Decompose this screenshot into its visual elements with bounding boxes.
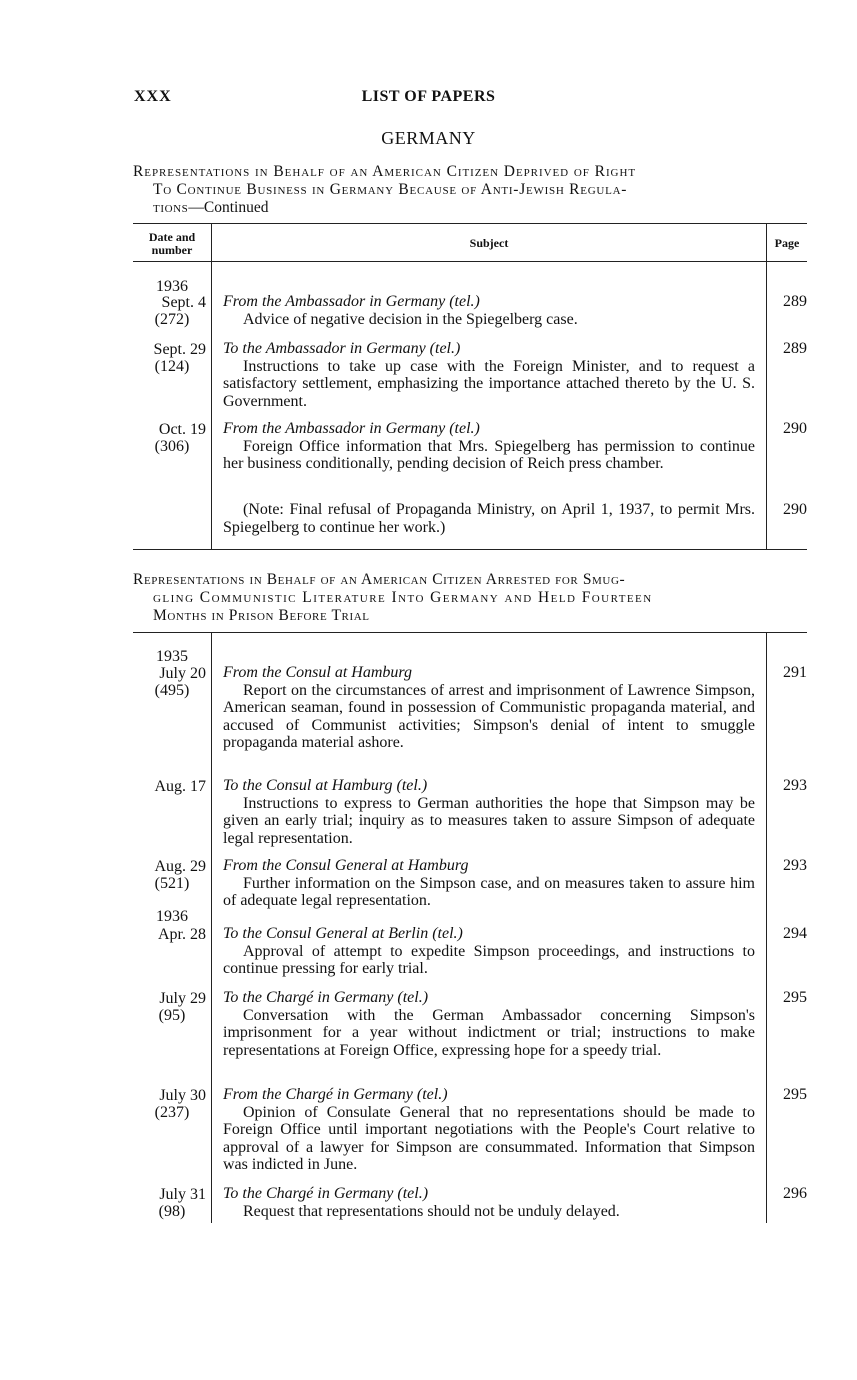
entry-date: Sept. 4 (161, 294, 206, 311)
list-item (223, 340, 755, 410)
section2-heading (133, 571, 807, 625)
entry-title: From the Ambassador in Germany (tel.) (223, 420, 480, 437)
entry-number: (272) (154, 311, 190, 328)
list-item (223, 664, 755, 752)
entry-number: (306) (154, 438, 190, 455)
entry-date: July 31 (159, 1186, 206, 1203)
list-item (223, 777, 755, 847)
entry-date: July 30 (159, 1087, 206, 1104)
entry-description: Advice of negative decision in the Spiegelberg case. (243, 310, 578, 328)
table1-header-rule (133, 261, 807, 262)
entry-date: Aug. 29 (154, 858, 206, 875)
entry-title: From the Consul General at Hamburg (223, 857, 469, 874)
entry-page: 289 (783, 340, 807, 357)
section2-heading-line: Representations in Behalf of an American Citizen Arrested for Smug- (133, 571, 626, 588)
entry-title: From the Ambassador in Germany (tel.) (223, 293, 480, 310)
entry-page: 295 (783, 989, 807, 1006)
entry-date: Aug. 17 (154, 778, 206, 795)
entry-description: Conversation with the German Ambassador concerning Simpson's imprisonment for a year without indictment or trial; instructions to make representations at Foreign Office, expressing hope for a speedy trial. (223, 1006, 755, 1059)
entry-number: (521) (154, 875, 190, 892)
entry-number: (95) (158, 1007, 186, 1024)
entry-page: 294 (783, 925, 807, 942)
running-title: LIST OF PAPERS (361, 88, 496, 105)
entry-description: Instructions to express to German authorities the hope that Simpson may be given an early trial; inquiry as to measures taken to assure Simpson of adequate legal representation. (223, 794, 755, 847)
section1-heading (133, 163, 807, 217)
section1-heading-line: Representations in Behalf of an American Citizen Deprived of Right (133, 163, 637, 180)
entry-page: 290 (783, 420, 807, 437)
list-item (223, 1185, 755, 1220)
entry-page: 296 (783, 1185, 807, 1202)
entry-title: To the Chargé in Germany (tel.) (223, 989, 429, 1006)
entry-title: To the Consul General at Berlin (tel.) (223, 925, 463, 942)
entry-description: Report on the circumstances of arrest and imprisonment of Lawrence Simpson, American seaman, found in possession of Communistic propaganda material, and accused of Communist activities; Simpson's denial of intent to smuggle propaganda material ashore. (223, 681, 755, 751)
entry-date: Oct. 19 (158, 421, 206, 438)
entry-title: To the Chargé in Germany (tel.) (223, 1185, 429, 1202)
list-item (223, 857, 755, 910)
entry-page: 291 (783, 664, 807, 681)
entry-page: 293 (783, 857, 807, 874)
table1-col-divider-left (211, 224, 212, 549)
entry-title: From the Chargé in Germany (tel.) (223, 1086, 448, 1103)
section1-heading-line: tions (153, 199, 189, 216)
editorial-note: (Note: Final refusal of Propaganda Ministry, on April 1, 1937, to permit Mrs. Spiegelberg to continue her work.) (223, 501, 755, 536)
note-page: 290 (783, 501, 807, 518)
section1-heading-suffix: —Continued (188, 199, 269, 216)
entry-description: Further information on the Simpson case, and on measures taken to assure him of adequate legal representation. (223, 874, 755, 909)
entry-number: (98) (158, 1203, 186, 1220)
country-heading: GERMANY (381, 128, 476, 148)
entry-description: Instructions to take up case with the Foreign Minister, and to request a satisfactory settlement, emphasizing the importance attached thereto by the U. S. Government. (223, 357, 755, 410)
col-header-subject: Subject (469, 236, 509, 250)
entry-title: From the Consul at Hamburg (223, 664, 413, 681)
list-item (223, 420, 755, 473)
entry-description: Foreign Office information that Mrs. Spiegelberg has permission to continue her business conditionally, pending decision of Reich press chamber. (223, 437, 755, 472)
entry-date: July 20 (159, 665, 206, 682)
list-item (223, 1086, 755, 1174)
section1-heading-line: To Continue Business in Germany Because of Anti-Jewish Regula- (153, 181, 628, 198)
entry-number: (124) (154, 358, 190, 375)
table2-col-divider-left (211, 633, 212, 1223)
entry-description: Request that representations should not be unduly delayed. (243, 1202, 620, 1220)
year-label: 1935 (156, 648, 188, 665)
entry-description: Opinion of Consulate General that no representations should be made to Foreign Office until important negotiations with the People's Court relative to approval of a lawyer for Simpson are consummated. Information that Simpson was indicted in June. (223, 1103, 755, 1173)
list-item (223, 989, 755, 1059)
entry-date: Sept. 29 (153, 341, 206, 358)
page-number-roman: XXX (134, 88, 172, 105)
col-header-page: Page (774, 236, 800, 250)
list-item (223, 293, 755, 328)
entry-page: 295 (783, 1086, 807, 1103)
entry-date: July 29 (159, 990, 206, 1007)
entry-description: Approval of attempt to expedite Simpson proceedings, and instructions to continue pressing for early trial. (223, 942, 755, 977)
entry-date: Apr. 28 (158, 926, 206, 943)
section2-heading-line: gling Communistic Literature Into Germany and Held Fourteen (153, 589, 653, 606)
col-header-date: Date and number (148, 230, 196, 257)
entry-page: 289 (783, 293, 807, 310)
table1-top-rule (133, 223, 807, 224)
entry-title: To the Consul at Hamburg (tel.) (223, 777, 428, 794)
year-label: 1936 (156, 278, 188, 295)
entry-number: (237) (154, 1104, 190, 1121)
list-item (223, 925, 755, 978)
section2-heading-line: Months in Prison Before Trial (153, 607, 370, 624)
table1-bottom-rule (133, 549, 807, 550)
entry-number: (495) (154, 682, 190, 699)
table2-top-rule (133, 632, 807, 633)
entry-title: To the Ambassador in Germany (tel.) (223, 340, 461, 357)
year-label: 1936 (156, 908, 188, 925)
entry-page: 293 (783, 777, 807, 794)
